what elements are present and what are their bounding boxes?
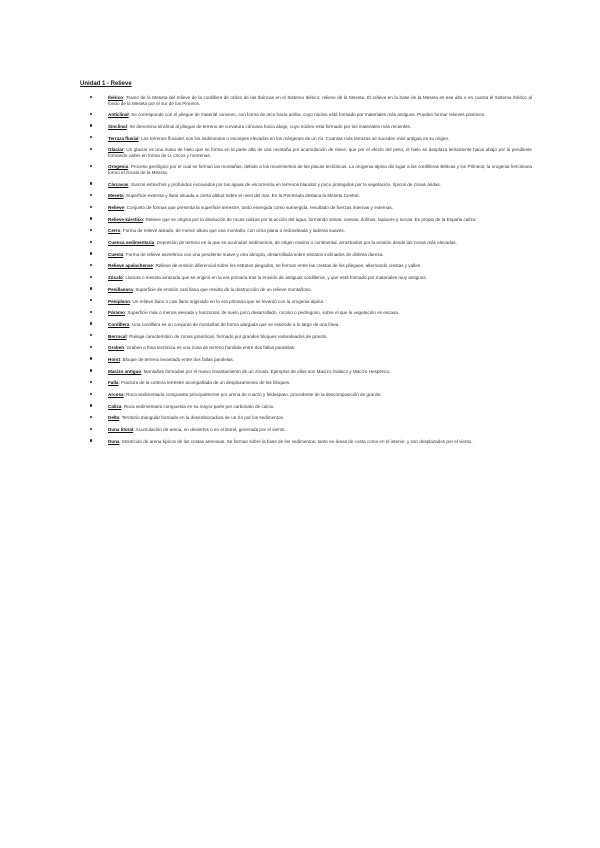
term-definition: : Tramo de la Meseta del relieve de la cordillera de orden de las Ibéricas en el Sistema Ibérico; relieve de la Meseta. El relieve en la base de la Meseta es ese alto o en cuesta el Sistema Ibérico al fondo de la Meseta por el sur de los Pirineos. [108,95,532,106]
bullet-icon [90,311,92,313]
list-item [80,217,532,223]
list-item [80,147,532,158]
bullet-icon [90,241,92,243]
term-label: Cerro [108,228,121,234]
term-definition: : Conjunto de formas que presenta la superficie terrestre, tanto emergida como sumergida, resultado de fuerzas internas y externas. [124,205,393,210]
term-definition: : Una cordillera es un conjunto de montañas de forma alargada que se extiende a lo largo de una línea. [129,321,340,327]
term-label: Ibérico [108,95,124,100]
term-definition: : Se denomina sinclinal al pliegue de terreno de curvatura cóncava hacia abajo, cuyo núcleo está formado por los materiales más recientes. [126,123,412,129]
term-definition: : Superficie extensa y llana situada a cierta altitud sobre el nivel del mar. En la Península destaca la Meseta Central. [123,193,360,199]
list-item [80,193,532,199]
term-label: Horst [108,356,120,362]
term-definition: : Bloque de terreno levantado entre dos fallas paralelas. [120,356,234,362]
list-item [80,299,532,305]
bullet-icon [90,346,92,348]
term-label: Zócalo [108,275,123,281]
list-item [80,380,532,386]
term-label: Relieve kárstico [108,216,143,222]
bullet-icon [90,96,92,98]
term-definition: : Se corresponde con el pliegue de material convexo, con forma de arco hacia arriba, cuyo núcleo está formado por materiales más antiguos. Pueden formar relieves positivos. [128,112,486,118]
term-definition: : Proceso geológico por el cual se forman las montañas, debido a los movimientos de las placas tectónicas. La orogenia alpina dio lugar a las cordilleras Béticas y los Pirineos; la orogenia herciniana formó el zócalo de la Meseta. [108,164,532,175]
term-definition: : Graben o fosa tectónica es una zona de terreno hundida entre dos fallas paralelas. [124,345,296,351]
term-definition: : Montañas formadas por el nuevo levantamiento de un zócalo. Ejemplos de ellos son Macizo Galaico y Macizo Hespérico. [141,368,391,374]
term-definition: : Superficie de erosión casi llana que resulta de la destrucción de un relieve montañoso. [132,286,312,292]
list-item [80,439,532,445]
term-list [80,95,532,444]
bullet-icon [90,136,92,138]
bullet-icon [90,113,92,115]
term-label: Relieve apalachense [108,263,153,269]
term-definition: : Relieve de erosión diferencial sobre los estratos plegados, se forman entre las crestas de los pliegues, alternando crestas y valles. [152,263,422,269]
list-item [80,369,532,375]
term-label: Meseta [108,193,124,199]
term-label: Duna litoral [108,427,134,433]
term-definition: : Paisaje característico de zonas graníticas, formado por grandes bloques redondeados de granito. [126,333,328,339]
term-definition: : Montículo de arena típicos de las costas arenosas. Se forman sobre la base de los sedimentos, tanto en áreas de costa como en el interior, y son desplazados por el viento. [119,438,473,444]
list-item [80,263,532,269]
term-definition: : Roca sedimentaria compuesta en su mayor parte por carbonato de calcio. [121,403,275,409]
list-item [80,392,532,398]
term-definition: : Territorio triangular formado en la desembocadura de un río por los sedimentos. [119,415,285,421]
term-label: Terraza fluvial [108,135,139,141]
list-item [80,205,532,211]
bullet-icon [90,165,92,167]
bullet-icon [90,416,92,418]
bullet-icon [90,404,92,406]
list-item [80,427,532,433]
list-item [80,164,532,175]
list-item [80,95,532,106]
term-label: Sinclinal [108,123,127,129]
document-title: Unidad 1 - Relieve [80,81,132,87]
bullet-icon [90,369,92,371]
term-definition: : Forma de relieve aislado, de menor altura que una montaña, con cima plana o redondeada y laderas suaves. [120,228,345,234]
list-item [80,182,532,188]
term-label: Glaciar [108,147,124,153]
bullet-icon [90,276,92,278]
list-item [80,334,532,340]
list-item [80,240,532,246]
bullet-icon [90,428,92,430]
term-label: Berrocal [108,333,127,339]
bullet-icon [90,194,92,196]
bullet-icon [90,357,92,359]
bullet-icon [90,264,92,266]
term-label: Cuesta [108,251,124,257]
bullet-icon [90,252,92,254]
term-definition: : Surcos estrechos y profundos excavados por las aguas de escorrentía en terrenos blandos y poco protegidos por la vegetación, típicos de zonas áridas. [128,181,441,187]
bullet-icon [90,322,92,324]
term-definition: : Acumulación de arena, en desiertos o en el litoral, generada por el viento. [133,427,286,433]
term-label: Cordillera [108,321,130,327]
bullet-icon [90,334,92,336]
term-definition: : Relieve que se origina por la disolución de rocas calizas por la acción del agua, formando simas, cuevas, dolinas, lapiaces y torcas. Es propio de la España caliza. [143,216,477,222]
list-item [80,404,532,410]
term-label: Falla [108,380,119,386]
term-definition: : Un glaciar es una masa de hielo que se forma en la parte alta de una montaña por acumulación de nieve, que por el efecto del peso, el hielo se desplaza lentamente hacia abajo por la pendiente formando valles en forma de U, circos y morrenas. [108,147,532,158]
term-label: Macizo antiguo [108,368,142,374]
list-item [80,124,532,130]
term-label: Peniplano [108,298,130,304]
bullet-icon [90,287,92,289]
bullet-icon [90,217,92,219]
list-item [80,357,532,363]
term-label: Delta [108,415,120,421]
term-label: Arcosa [108,392,124,397]
term-label: Graben [108,345,125,351]
list-item [80,310,532,316]
term-definition: : Superficie más o menos elevada y horizontal, de suelo poco desarrollado, rocoso o pedregoso, sobre el que la vegetación es escasa. [124,310,400,316]
term-label: Cárcavas [108,181,129,187]
bullet-icon [90,124,92,126]
bullet-icon [90,381,92,383]
term-definition: : Los terrenos fluviales son los sedimentos o escarpes elevados en los márgenes de un río. Cuantas más terrazas se suceden más antigua es su origen. [138,135,450,141]
term-label: Cuenca sedimentaria [108,240,155,246]
term-definition: : Llanura o meseta arrasada que se originó en la era primaria tras la erosión de antiguas cordilleras, y que está formado por materiales muy antiguos. [122,275,427,281]
list-item [80,322,532,328]
bullet-icon [90,299,92,301]
term-definition: : Un relieve llano o casi llano originado en la era primaria que se levantó con la orogenia alpina. [129,298,325,304]
term-label: Caliza [108,403,122,409]
term-label: Duna [108,438,120,444]
bullet-icon [90,229,92,231]
list-item [80,112,532,118]
term-label: Anticlinal [108,112,129,118]
list-item [80,275,532,281]
list-item [80,287,532,293]
bullet-icon [90,439,92,441]
bullet-icon [90,148,92,150]
term-definition: : Fractura de la corteza terrestre acompañada de un desplazamiento de los bloques. [118,380,291,386]
list-item [80,415,532,421]
bullet-icon [90,393,92,395]
list-item [80,252,532,258]
list-item [80,228,532,234]
term-definition: : Roca sedimentaria compuesta principalmente por arena de cuarzo y feldespato, procedente de la descomposición de granito. [123,392,382,397]
bullet-icon [90,182,92,184]
document-page [80,80,532,450]
term-label: Páramo [108,310,125,316]
term-label: Orogenia [108,164,129,170]
term-definition: : Forma de relieve asimétrica con una pendiente suave y otra abrupta, desarrollada sobre estratos inclinados de distinta dureza. [123,251,384,257]
term-definition: : Depresión de terreno en la que se acumulan sedimentos, de origen marino o continental, arrastrados por la erosión desde las zonas más elevadas. [154,240,457,246]
list-item [80,136,532,142]
list-item [80,345,532,351]
term-label: Relieve [108,205,125,210]
bullet-icon [90,206,92,208]
term-label: Penillanura [108,286,133,292]
